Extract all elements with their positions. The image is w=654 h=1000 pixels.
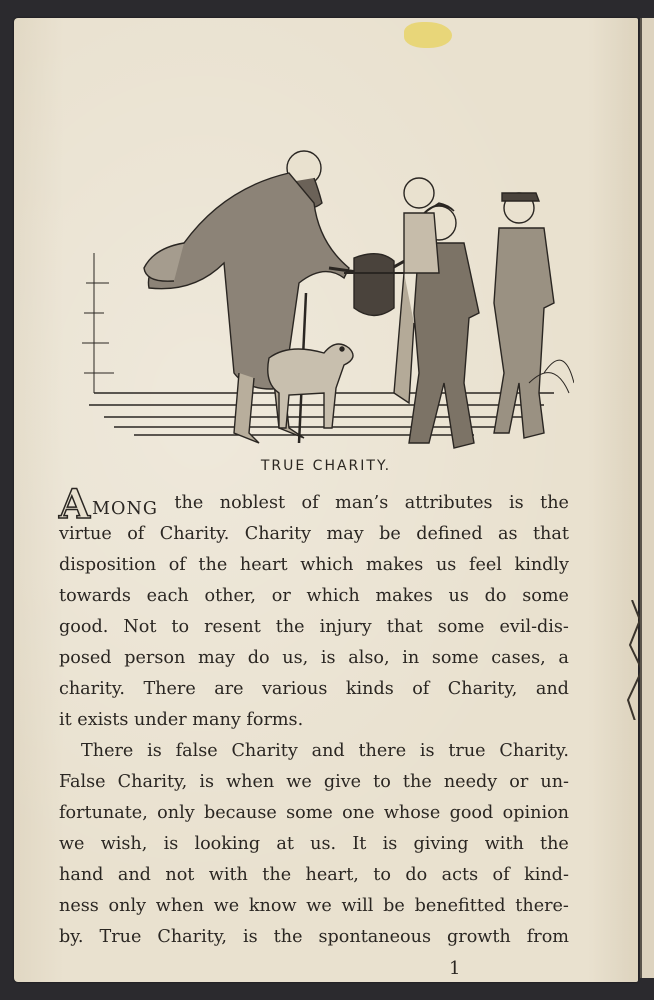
text-line-9: [59, 736, 569, 767]
word: injury: [319, 617, 372, 637]
true-charity-engraving: [74, 143, 574, 453]
word: may: [326, 524, 364, 544]
word: to: [373, 865, 391, 885]
word: that: [386, 617, 423, 637]
word: kind-: [524, 865, 569, 885]
text-line-13: [59, 860, 569, 891]
word: us: [448, 586, 469, 606]
first-word-rest: MONG: [92, 499, 158, 519]
word: each: [146, 586, 189, 606]
word: one: [342, 803, 375, 823]
word: the: [402, 772, 432, 792]
word: There: [143, 679, 196, 699]
word: spontaneous: [318, 927, 431, 947]
word: ness: [59, 896, 99, 916]
word: posed: [59, 648, 112, 668]
word: whose: [383, 803, 441, 823]
word: is: [419, 741, 435, 761]
word: disposition: [59, 555, 157, 575]
first-word: [59, 481, 158, 528]
word: acts: [441, 865, 479, 885]
adjacent-page-edge: [640, 18, 654, 978]
text-line-3: [59, 550, 569, 581]
word: benefitted: [414, 896, 506, 916]
text-line-10: [59, 767, 569, 798]
word: of: [492, 865, 510, 885]
word: the: [275, 617, 305, 637]
word: is: [199, 772, 214, 792]
word: false: [175, 741, 218, 761]
word: the: [273, 927, 303, 947]
word: fortunate,: [59, 803, 148, 823]
drop-cap-letter: A: [59, 481, 91, 528]
word: true: [448, 741, 486, 761]
word: there-: [515, 896, 569, 916]
yellow-stain: [404, 22, 452, 48]
text-line-12: [59, 829, 569, 860]
word: man’s: [335, 493, 389, 513]
word: we: [306, 896, 332, 916]
word: Charity.: [499, 741, 569, 761]
word: person: [124, 648, 186, 668]
word: it exists under many forms.: [59, 710, 304, 730]
word: is: [147, 741, 162, 761]
word: some: [286, 803, 333, 823]
word: of: [412, 679, 430, 699]
word: there: [358, 741, 407, 761]
word: only: [157, 803, 195, 823]
word: may: [197, 648, 236, 668]
word: is: [320, 648, 336, 668]
word: and: [311, 741, 345, 761]
word: good.: [59, 617, 109, 637]
word: to: [171, 617, 190, 637]
word: various: [261, 679, 328, 699]
word: by.: [59, 927, 84, 947]
word: because: [203, 803, 277, 823]
word: Charity,: [447, 679, 518, 699]
word: makes: [366, 555, 424, 575]
word: of: [127, 524, 145, 544]
word: some: [437, 617, 485, 637]
word: kinds: [345, 679, 394, 699]
word: with: [208, 865, 248, 885]
word: of: [168, 555, 186, 575]
text-line-15: [59, 922, 569, 953]
word: also,: [348, 648, 390, 668]
word: of: [301, 493, 319, 513]
boy-with-cap-figure: [494, 193, 554, 438]
word: needy: [443, 772, 498, 792]
word: opinion: [502, 803, 569, 823]
word: give: [323, 772, 362, 792]
word: and: [535, 679, 569, 699]
word: the: [174, 493, 204, 513]
word: False: [59, 772, 106, 792]
word: other,: [204, 586, 256, 606]
word: will: [341, 896, 374, 916]
word: charity.: [59, 679, 125, 699]
text-line-8: [59, 705, 569, 736]
word: when: [155, 896, 204, 916]
word: or: [509, 772, 529, 792]
word: us.: [310, 834, 337, 854]
text-line-6: [59, 643, 569, 674]
word: are: [214, 679, 244, 699]
word: only: [108, 896, 147, 916]
text-line-11: [59, 798, 569, 829]
text-line-14: [59, 891, 569, 922]
word: know: [248, 896, 297, 916]
word: It: [352, 834, 367, 854]
word: towards: [59, 586, 131, 606]
word: we: [59, 834, 85, 854]
word: which: [306, 586, 360, 606]
word: kindly: [514, 555, 569, 575]
word: some: [522, 586, 569, 606]
page-number: 1: [449, 958, 461, 979]
text-line-5: [59, 612, 569, 643]
word: the: [540, 493, 569, 513]
word: that: [532, 524, 569, 544]
word: good: [449, 803, 494, 823]
word: virtue: [59, 524, 112, 544]
word: not: [165, 865, 195, 885]
body-text: [59, 481, 569, 953]
word: is: [163, 834, 179, 854]
word: Charity.: [159, 524, 230, 544]
word: us: [435, 555, 457, 575]
word: be: [383, 896, 405, 916]
word: Charity: [231, 741, 298, 761]
word: or: [271, 586, 291, 606]
book-page: [14, 18, 638, 982]
text-line-1: [59, 481, 569, 528]
word: from: [526, 927, 569, 947]
word: the: [198, 555, 228, 575]
text-line-4: [59, 581, 569, 612]
word: a: [558, 648, 569, 668]
word: resent: [204, 617, 261, 637]
word: un-: [540, 772, 569, 792]
word: some: [431, 648, 479, 668]
word: defined: [416, 524, 483, 544]
word: and: [117, 865, 151, 885]
word: heart,: [305, 865, 359, 885]
word: which: [300, 555, 354, 575]
word: the: [540, 834, 569, 854]
word: looking: [194, 834, 261, 854]
text-line-7: [59, 674, 569, 705]
word: Not: [123, 617, 157, 637]
word: do: [484, 586, 507, 606]
text-line-2: [59, 519, 569, 550]
word: makes: [375, 586, 433, 606]
word: growth: [447, 927, 511, 947]
word: True: [99, 927, 142, 947]
word: in: [402, 648, 420, 668]
word: the: [262, 865, 292, 885]
word: do: [405, 865, 428, 885]
word: evil-dis-: [499, 617, 569, 637]
illustration-caption: TRUE CHARITY.: [260, 458, 392, 474]
word: is: [382, 834, 398, 854]
word: giving: [413, 834, 469, 854]
word: Charity,: [117, 772, 188, 792]
word: is: [243, 927, 258, 947]
word: cases,: [491, 648, 546, 668]
word: with: [484, 834, 524, 854]
word: be: [379, 524, 401, 544]
word: attributes: [404, 493, 493, 513]
word: as: [498, 524, 518, 544]
word: Charity,: [157, 927, 227, 947]
word: There: [81, 741, 134, 761]
word: when: [226, 772, 275, 792]
word: feel: [468, 555, 502, 575]
word: heart: [239, 555, 288, 575]
word: we: [286, 772, 312, 792]
word: wish,: [100, 834, 148, 854]
word: to: [373, 772, 391, 792]
word: at: [276, 834, 294, 854]
word: hand: [59, 865, 104, 885]
word: Charity: [244, 524, 312, 544]
word: we: [213, 896, 240, 916]
word: noblest: [219, 493, 286, 513]
word: us,: [282, 648, 309, 668]
word: is: [509, 493, 524, 513]
word: do: [247, 648, 270, 668]
dog-figure: [268, 344, 353, 428]
